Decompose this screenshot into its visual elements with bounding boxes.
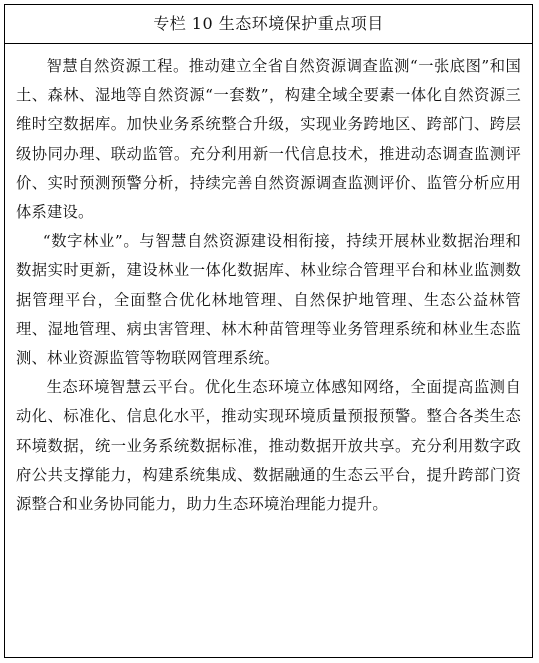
- box-title: 专栏 10 生态环境保护重点项目: [5, 5, 532, 44]
- paragraph-eco-cloud-platform: 生态环境智慧云平台。优化生态环境立体感知网络，全面提高监测自动化、标准化、信息化水平，推动实现环境质量预报预警。整合各类生态环境数据，统一业务系统数据标准，推动数据开放共享。充分利用数字政府公共支撑能力，构建系统集成、数据融通的生态云平台，提升跨部门资源整合和业务协同能力，助力生态环境治理能力提升。: [16, 378, 521, 514]
- paragraph-smart-natural-resources: 智慧自然资源工程。推动建立全省自然资源调查监测“一张底图”和国土、森林、湿地等自然资源“一套数”，构建全域全要素一体化自然资源三维时空数据库。加快业务系统整合升级，实现业务跨地区、跨部门、跨层级协同办理、联动监管。充分利用新一代信息技术，推进动态调查监测评价、实时预测预警分析，持续完善自然资源调查监测评价、监管分析应用体系建设。: [16, 57, 521, 222]
- paragraph-digital-forestry: “数字林业”。与智慧自然资源建设相衔接，持续开展林业数据治理和数据实时更新，建设林业一体化数据库、林业综合管理平台和林业监测数据管理平台，全面整合优化林地管理、自然保护地管理、生态公益林管理、湿地管理、病虫害管理、林木种苗管理等业务管理系统和林业生态监测、林业资源监管等物联网管理系统。: [16, 232, 521, 368]
- feature-box: [4, 4, 533, 658]
- box-content: [5, 44, 532, 519]
